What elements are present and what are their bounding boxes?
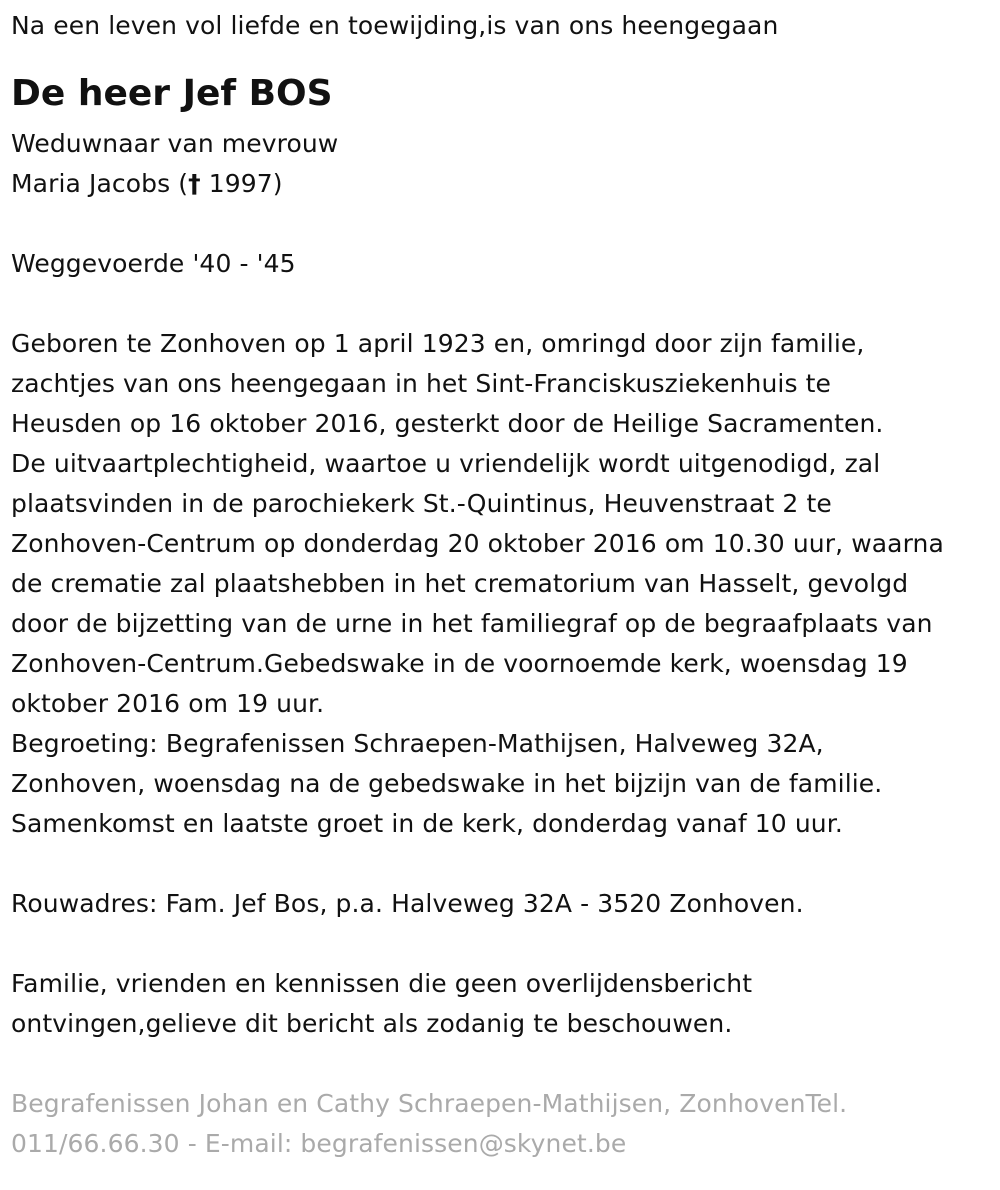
spacer <box>11 284 1000 324</box>
body-text <box>11 324 1000 844</box>
body-line: Zonhoven-Centrum.Gebedswake in de voornoemde kerk, woensdag 19 <box>11 649 908 678</box>
closing-line: ontvingen,gelieve dit bericht als zodanig te beschouwen. <box>11 1009 733 1038</box>
spouse-name: Maria Jacobs ( <box>11 169 189 198</box>
intro-line: Na een leven vol liefde en toewijding,is van ons heengegaan <box>11 11 779 40</box>
spouse-year: 1997) <box>200 169 283 198</box>
body-line: Begroeting: Begrafenissen Schraepen-Mathijsen, Halveweg 32A, <box>11 729 824 758</box>
spouse-name-line <box>11 164 1000 204</box>
body-line: oktober 2016 om 19 uur. <box>11 689 325 718</box>
spacer <box>11 204 1000 244</box>
body-line: zachtjes van ons heengegaan in het Sint-Franciskusziekenhuis te <box>11 369 831 398</box>
body-line: plaatsvinden in de parochiekerk St.-Quintinus, Heuvenstraat 2 te <box>11 489 832 518</box>
closing-text <box>11 964 1000 1044</box>
spacer <box>11 1044 1000 1084</box>
body-line: Zonhoven, woensdag na de gebedswake in het bijzijn van de familie. <box>11 769 883 798</box>
footer-line: Begrafenissen Johan en Cathy Schraepen-Mathijsen, ZonhovenTel. <box>11 1089 848 1118</box>
spacer <box>11 924 1000 964</box>
body-line: door de bijzetting van de urne in het familiegraf op de begraafplaats van <box>11 609 933 638</box>
funeral-home-footer <box>11 1084 1000 1164</box>
weggevoerde-line: Weggevoerde '40 - '45 <box>11 249 296 278</box>
body-line: Zonhoven-Centrum op donderdag 20 oktober 2016 om 10.30 uur, waarna <box>11 529 944 558</box>
body-line: Samenkomst en laatste groet in de kerk, donderdag vanaf 10 uur. <box>11 809 843 838</box>
spacer <box>11 844 1000 884</box>
body-line: de crematie zal plaatshebben in het crematorium van Hasselt, gevolgd <box>11 569 909 598</box>
rouwadres-line: Rouwadres: Fam. Jef Bos, p.a. Halveweg 32A - 3520 Zonhoven. <box>11 889 804 918</box>
cross-icon: † <box>188 169 201 198</box>
closing-line: Familie, vrienden en kennissen die geen overlijdensbericht <box>11 969 753 998</box>
deceased-name: De heer Jef BOS <box>11 73 333 114</box>
spouse-line: Weduwnaar van mevrouw <box>11 129 339 158</box>
footer-line: 011/66.66.30 - E-mail: begrafenissen@skynet.be <box>11 1129 627 1158</box>
body-line: Geboren te Zonhoven op 1 april 1923 en, omringd door zijn familie, <box>11 329 865 358</box>
body-line: De uitvaartplechtigheid, waartoe u vriendelijk wordt uitgenodigd, zal <box>11 449 881 478</box>
body-line: Heusden op 16 oktober 2016, gesterkt door de Heilige Sacramenten. <box>11 409 884 438</box>
